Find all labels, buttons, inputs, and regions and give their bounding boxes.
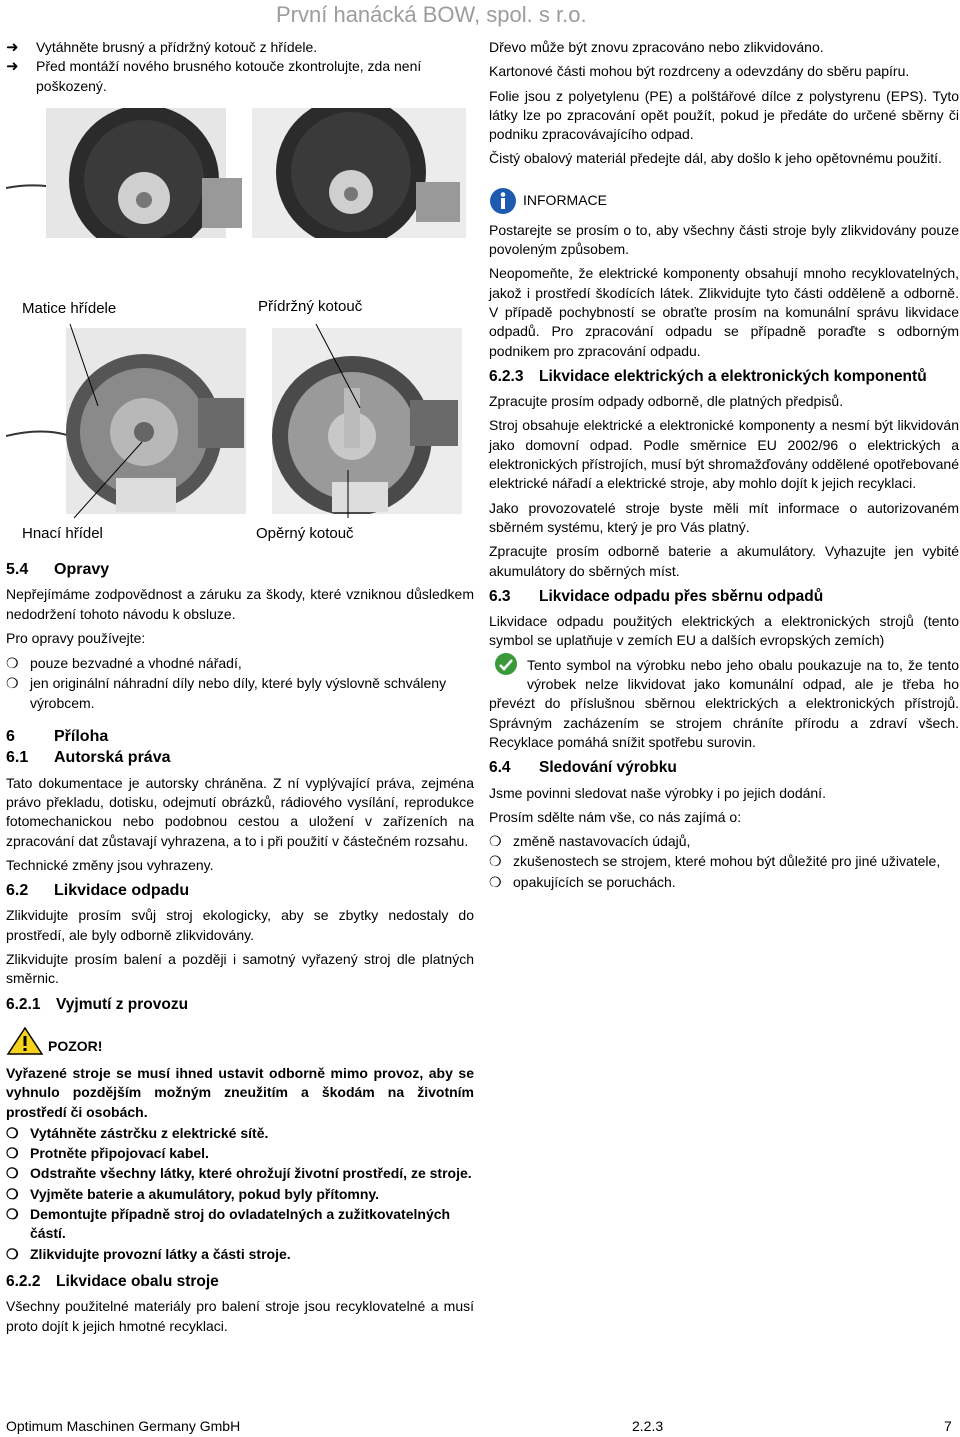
label-holding-disc: Přídržný kotouč — [258, 298, 363, 315]
label-drive-shaft: Hnací hřídel — [22, 525, 103, 542]
paragraph: Zpracujte prosím odpady odborně, dle platných předpisů. — [489, 393, 844, 410]
section-6-2-1-heading: 6.2.1 Vyjmutí z provozu — [6, 995, 189, 1013]
company-header: První hanácká BOW, spol. s r.o. — [276, 2, 587, 27]
warning-text: Vyřazené stroje se musí ihned ustavit odborně mimo provoz, aby se vyhnulo pozdějším možným zneužitím a škodám na životním prostředí či osobách. — [6, 1064, 474, 1120]
recycle-paragraph: Tento symbol na výrobku nebo jeho obalu poukazuje na to, že tento výrobek nelze likvidovat jako komunální odpad, ale je třeba ho převézt do příslušnou sběrnou elektrických a elektronických přístrojů. Správným zacházením se strojem chráníte přírodu a zdraví všech. Recyklace pomáhá snížit spotřebu surovin. — [489, 656, 959, 752]
paragraph: Prosím sdělte nám vše, co nás zajímá o: — [489, 808, 742, 825]
footer-version: 2.2.3 — [632, 1418, 664, 1434]
paragraph: Neopomeňte, že elektrické komponenty obsahují mnoho recyklovatelných, jakož i prostředí škodících látek. Zlikvidujte tyto části odděleně a odborně. V případě pochybností se obraťte prosím na komunální správu likvidace odpadů. Pro zpracování odpadu se případně poraďte s odborným podnikem pro zpracování odpadu. — [489, 265, 959, 359]
paragraph: Postarejte se prosím o to, aby všechny části stroje byly zlikvidovány pouze povoleným způsobem. — [489, 221, 959, 258]
paragraph: Dřevo může být znovu zpracováno nebo zlikvidováno. — [489, 39, 824, 55]
footer-page-number: 7 — [944, 1418, 952, 1434]
paragraph: Folie jsou z polyetylenu (PE) a polštářové dílce z polystyrenu (EPS). Tyto látky lze po zpracování opět použít, pokud je předáte do určené sběrny či podniku zpracovávajícího odpad. — [489, 87, 959, 143]
section-6-3-heading: 6.3 Likvidace odpadu přes sběrnu odpadů — [489, 587, 824, 605]
paragraph: Jsme povinni sledovat naše výrobky i po jejich dodání. — [489, 784, 826, 801]
paragraph: Zpracujte prosím odborně baterie a akumulátory. Vyhazujte jen vybité akumulátory do sběrných míst. — [489, 543, 959, 579]
circle-bullet-icon: ❍ — [6, 1145, 19, 1162]
paragraph: Pro opravy používejte: — [6, 629, 146, 646]
paragraph: Zlikvidujte prosím balení a později i samotný vyřazený stroj dle platných směrnic. — [6, 951, 474, 987]
right-column: Dřevo může být znovu zpracováno nebo zlikvidováno. Kartonové části mohou být rozdrceny a odevzdány do sběru papíru. Folie jsou z polyetylenu (PE) a polštářové dílce z polystyrenu (EPS). Tyto látky lze po zpracování opět použít, pokud je předáte do určené sběrny či podniku zpracovávajícího odpad. Čistý obalový materiál předejte dál, aby došlo k jeho opětovnému použití. INFORMACE Postarejte se prosím o to, aby všechny části stroje byly zlikvidovány pouze povoleným způsobem. Neopomeňte, že elektrické komponenty obsahují mnoho recyklovatelných, jakož i prostředí škodících látek. Zlikvidujte tyto části odděleně a odborně. V případě pochybností se obraťte prosím na komunální správu likvidace odpadů. Pro zpracování odpadu se případně poraďte s odborným podnikem pro zpracování odpadu. 6.2.3 Likvidace elektrických a elektronických komponentů Zpracujte prosím odpady odborně, dle platných předpisů. Stroj obsahuje elektrické a elektronické komponenty a nesmí být likvidován jako domovní odpad. Podle směrnice EU 2002/96 o elektrických a elektronických přístrojích, musí být shromažďovány oddělené opotřebované elektrické nářadí a elektrické stroje, aby mohlo dojít k jejich recyklaci. Jako provozovatelé stroje byste měli mít informace o autorizovaném sběrném systému, který je pro Vás platný. Zpracujte prosím odborně baterie a akumulátory. Vyhazujte jen vybité akumulátory do sběrných míst. 6.3 Likvidace odpadu přes sběrnu odpadů Likvidace odpadu použitých elektrických a elektronických strojů (tento symbol se uplatňuje v zemích EU a dalších evropských zemích) Tento symbol na výrobku nebo jeho obalu poukazuje na to, že tento výrobek nelze likvidovat jako komunální odpad, ale je třeba ho převézt do příslušnou sběrnou elektrických a elektronických přístrojů. Správným zacházením se strojem chráníte přírodu a zdraví všech. Recyklace pomáhá snížit spotřebu surovin. 6.4 Sledování výrobku Jsme povinni sledovat naše výrobky i po jejich dodání. Prosím sdělte nám vše, co nás zajímá o: ❍ změně nastavovacích údajů, ❍ zkušenostech se strojem, které mohou být důležité pro jiné uživatele, ❍ opakujících se poruchách. — [489, 38, 959, 893]
arrow-right-icon: ➜ — [6, 58, 19, 76]
callout-lines — [0, 300, 480, 540]
section-6-1-heading: 6.1 Autorská práva — [6, 749, 171, 767]
section-6-4-heading: 6.4 Sledování výrobku — [489, 759, 677, 777]
circle-bullet-icon: ❍ — [489, 873, 502, 890]
recycle-icon — [489, 652, 523, 676]
label-shaft-nut: Matice hřídele — [22, 300, 117, 317]
left-column: 5.4 Opravy Nepřejímáme zodpovědnost a záruku za škody, které vzniknou důsledkem nedodržení tohoto návodu k obsluze. Pro opravy používejte: ❍ pouze bezvadné a vhodné nářadí, ❍ jen originální náhradní díly nebo díly, které byly výslovně schváleny výrobcem. 6 Příloha 6.1 Autorská práva Tato dokumentace je autorsky chráněna. Z ní vyplývající práva, zejména právo překladu, dotisku, odejmutí obrázků, rádiového vysílání, reprodukce fotomechanickou nebo podobnou cestou a uložení v zařízeních na zpracování dat zůstavají vyhrazena, a to i při použití v částečném rozsahu. Technické změny jsou vyhrazeny. 6.2 Likvidace odpadu Zlikvidujte prosím svůj stroj ekologicky, aby se zbytky nedostaly do prostředí, ale byly odborně zlikvidovány. Zlikvidujte prosím balení a později i samotný vyřazený stroj dle platných směrnic. 6.2.1 Vyjmutí z provozu POZOR! Vyřazené stroje se musí ihned ustavit odborně mimo provoz, aby se vyhnulo pozdějším možným zneužitím a škodám na životním prostředí či osobách. ❍ Vytáhněte zástrčku z elektrické sítě. ❍ Protněte připojovací kabel. ❍ Odstraňte všechny látky, které ohrožují životní prostředí, ze stroje. ❍ Vyjměte baterie a akumulátory, pokud byly přítomny. ❍ Demontujte případně stroj do ovladatelných a zužitkovatelných částí. ❍ Zlikvidujte provozní látky a části stroje. 6.2.2 Likvidace obalu stroje Všechny použitelné materiály pro balení stroje jsou recyklovatelné a musí proto dojít k jejich hmotné recyklaci. — [6, 554, 474, 1341]
paragraph: Všechny použitelné materiály pro balení stroje jsou recyklovatelné a musí proto dojít k jejich hmotné recyklaci. — [6, 1298, 474, 1334]
caution-row: POZOR! — [6, 1026, 474, 1056]
paragraph: Čistý obalový materiál předejte dál, aby došlo k jeho opětovnému použití. — [489, 150, 942, 167]
intro-bullets: ➜ Vytáhněte brusný a přídržný kotouč z hřídele. ➜ Před montáží nového brusného kotouče zkontrolujte, zda není poškozený. — [6, 38, 472, 97]
info-row: INFORMACE — [489, 187, 959, 215]
label-support-disc: Opěrný kotouč — [256, 525, 354, 542]
section-6-2-3-heading: 6.2.3 Likvidace elektrických a elektronických komponentů — [489, 367, 927, 385]
paragraph: Jako provozovatelé stroje byste měli mít informace o autorizovaném sběrném systému, který je pro Vás platný. — [489, 499, 959, 535]
paragraph: Nepřejímáme zodpovědnost a záruku za škody, které vzniknou důsledkem nedodržení tohoto návodu k obsluze. — [6, 586, 474, 622]
paragraph: Likvidace odpadu použitých elektrických a elektronických strojů (tento symbol se uplatňuje v zemích EU a dalších evropských zemích) — [489, 613, 959, 649]
paragraph: Technické změny jsou vyhrazeny. — [6, 856, 214, 873]
circle-bullet-icon: ❍ — [6, 1185, 19, 1202]
circle-bullet-icon: ❍ — [489, 833, 502, 850]
paragraph: Kartonové části mohou být rozdrceny a odevzdány do sběru papíru. — [489, 63, 910, 80]
arrow-right-icon: ➜ — [6, 39, 19, 56]
footer-company: Optimum Maschinen Germany GmbH — [6, 1418, 241, 1434]
photo-grinder-top — [6, 108, 466, 238]
circle-bullet-icon: ❍ — [6, 1124, 19, 1141]
circle-bullet-icon: ❍ — [6, 675, 19, 692]
section-5-4-heading: 5.4 Opravy — [6, 561, 110, 578]
section-6-heading: 6 Příloha — [6, 728, 109, 746]
paragraph: Zlikvidujte prosím svůj stroj ekologicky, aby se zbytky nedostaly do prostředí, ale byly odborně zlikvidovány. — [6, 907, 474, 943]
section-6-2-2-heading: 6.2.2 Likvidace obalu stroje — [6, 1272, 219, 1290]
circle-bullet-icon: ❍ — [6, 1165, 19, 1182]
paragraph: Stroj obsahuje elektrické a elektronické komponenty a nesmí být likvidován jako domovní odpad. Podle směrnice EU 2002/96 o elektrických a elektronických přístrojích, musí být shromažďovány oddělené opotřebované elektrické nářadí a elektrické stroje, aby mohlo dojít k jejich recyklaci. — [489, 417, 959, 492]
section-6-2-heading: 6.2 Likvidace odpadu — [6, 882, 190, 900]
circle-bullet-icon: ❍ — [6, 655, 19, 672]
info-icon — [489, 187, 517, 215]
warning-triangle-icon — [6, 1026, 44, 1056]
paragraph: Tato dokumentace je autorsky chráněna. Z ní vyplývající práva, zejména právo překladu, dotisku, odejmutí obrázků, rádiového vysílání, reprodukce fotomechanickou nebo podobnou cestou a uložení v zařízeních na zpracování dat zůstavají vyhrazena, a to i při použití v částečném rozsahu. — [6, 774, 474, 849]
circle-bullet-icon: ❍ — [6, 1245, 19, 1262]
circle-bullet-icon: ❍ — [6, 1206, 19, 1223]
circle-bullet-icon: ❍ — [489, 853, 502, 870]
